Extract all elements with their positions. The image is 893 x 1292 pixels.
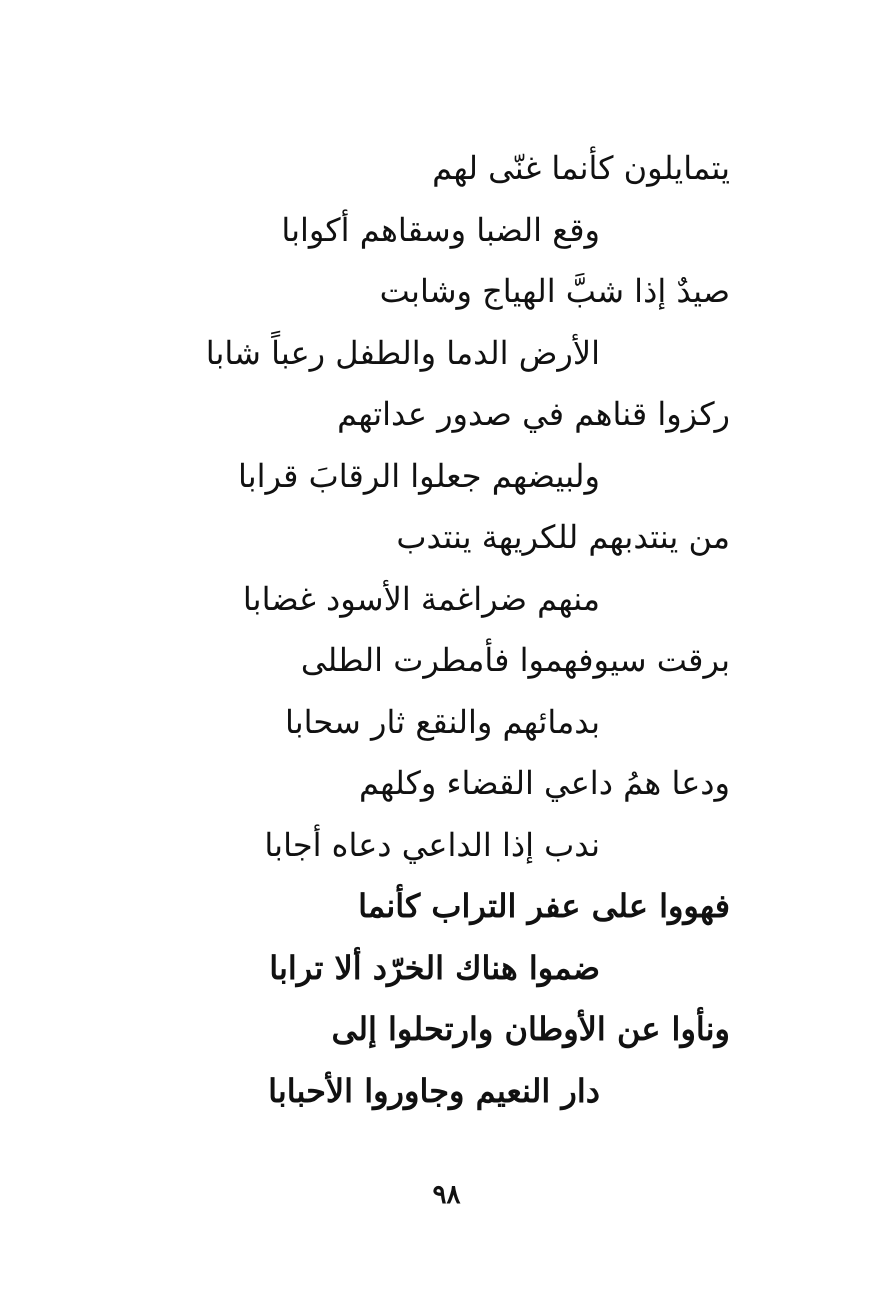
verse-line: ونأوا عن الأوطان وارتحلوا إلى: [331, 1010, 730, 1048]
verse-line: من ينتدبهم للكريهة ينتدب: [396, 518, 730, 556]
verse-line: منهم ضراغمة الأسود غضابا: [242, 579, 600, 618]
verse-line: دار النعيم وجاوروا الأحبابا: [268, 1071, 600, 1110]
verse-line: وقع الضبا وسقاهم أكوابا: [281, 210, 600, 249]
page-number: ٩٨: [432, 1180, 461, 1210]
verse-line: فهووا على عفر التراب كأنما: [358, 887, 730, 925]
poem-verses: [0, 138, 893, 1122]
verse-line: يتمايلون كأنما غنّى لهم: [432, 149, 730, 187]
verse-line: ولبيضهم جعلوا الرقابَ قرابا: [237, 456, 600, 495]
verse-line: صيدٌ إذا شبَّ الهياج وشابت: [379, 272, 730, 310]
verse-line: ضموا هناك الخرّد ألا ترابا: [269, 948, 600, 987]
verse-line: ركزوا قناهم في صدور عداتهم: [337, 395, 730, 433]
verse-line: بدمائهم والنقع ثار سحابا: [284, 702, 600, 741]
verse-line: ندب إذا الداعي دعاه أجابا: [264, 825, 600, 864]
verse-line: برقت سيوفهموا فأمطرت الطلى: [300, 641, 730, 679]
verse-line: الأرض الدما والطفل رعباً شابا: [205, 333, 600, 372]
verse-line: ودعا همُ داعي القضاء وكلهم: [358, 764, 730, 802]
